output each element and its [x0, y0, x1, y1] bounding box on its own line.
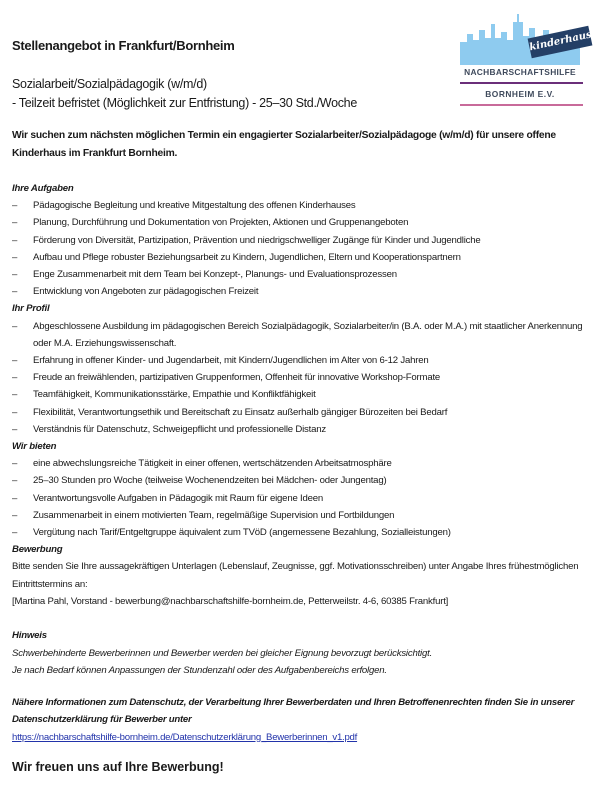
- document-title: Stellenangebot in Frankfurt/Bornheim: [12, 38, 235, 53]
- logo-org-name: NACHBARSCHAFTSHILFE: [464, 67, 576, 77]
- bieten-list: [12, 455, 592, 541]
- profil-list: [12, 318, 592, 438]
- hinweis-line-2: Je nach Bedarf können Anpassungen der Stundenzahl oder des Aufgabenbereichs erfolgen.: [12, 665, 387, 677]
- list-item: – Zusammenarbeit in einem motivierten Team, regelmäßige Supervision und Fortbildungen: [12, 507, 592, 524]
- organization-logo: [455, 10, 593, 105]
- list-item: – Aufbau und Pflege robuster Beziehungsarbeit zu Kindern, Jugendlichen, Eltern und Kooperationspartnern: [12, 249, 592, 266]
- employment-terms: - Teilzeit befristet (Möglichkeit zur Entfristung) - 25–30 Std./Woche: [12, 96, 357, 110]
- intro-paragraph: Wir suchen zum nächsten möglichen Termin ein engagierter Sozialarbeiter/Sozialpädagoge (w/m/d) für unsere offene Kinderhaus im Frankfurt Bornheim.: [12, 130, 556, 159]
- hinweis-line-1: Schwerbehinderte Bewerberinnen und Bewerber werden bei gleicher Eignung bevorzugt berücksichtigt.: [12, 647, 433, 659]
- list-item: – Erfahrung in offener Kinder- und Jugendarbeit, mit Kindern/Jugendlichen im Alter von 6-12 Jahren: [12, 352, 592, 369]
- section-hinweis: [12, 627, 592, 680]
- list-item: – Vergütung nach Tarif/Entgeltgruppe äquivalent zum TVöD (angemessene Bezahlung, Sozialleistungen): [12, 524, 592, 541]
- bewerbung-text: Bitte senden Sie Ihre aussagekräftigen Unterlagen (Lebenslauf, Zeugnisse, ggf. Motivationsschreiben) unter Angabe Ihres frühestmöglichen Eintrittstermins an:: [12, 561, 579, 590]
- privacy-policy-link[interactable]: https://nachbarschaftshilfe-bornheim.de/Datenschutzerklärung_Bewerberinnen_v1.pdf: [12, 731, 358, 743]
- section-bieten: [12, 438, 592, 541]
- list-item: – Freude an freiwählenden, partizipativen Gruppenformen, Offenheit für innovative Workshop-Formate: [12, 369, 592, 386]
- list-item: – Teamfähigkeit, Kommunikationsstärke, Empathie und Konfliktfähigkeit: [12, 386, 592, 403]
- section-heading-bieten: Wir bieten: [12, 441, 57, 453]
- list-item: – Enge Zusammenarbeit mit dem Team bei Konzept-, Planungs- und Evaluationsprozessen: [12, 266, 592, 283]
- list-item: – Verständnis für Datenschutz, Schweigepflicht und professionelle Distanz: [12, 421, 592, 438]
- section-aufgaben: [12, 180, 592, 300]
- document-header: [12, 38, 452, 113]
- section-profil: [12, 300, 592, 438]
- list-item: – 25–30 Stunden pro Woche (teilweise Wochenendzeiten bei Mädchen- oder Jungentag): [12, 472, 592, 489]
- list-item: – Verantwortungsvolle Aufgaben in Pädagogik mit Raum für eigene Ideen: [12, 490, 592, 507]
- bewerbung-contact: [Martina Pahl, Vorstand - bewerbung@nachbarschaftshilfe-bornheim.de, Petterweilstr. 4-6, 60385 Frankfurt]: [12, 595, 449, 607]
- logo-divider-pink: [460, 104, 583, 106]
- section-heading-aufgaben: Ihre Aufgaben: [12, 183, 74, 194]
- list-item: – Pädagogische Begleitung und kreative Mitgestaltung des offenen Kinderhauses: [12, 197, 592, 214]
- section-privacy: [12, 694, 592, 747]
- section-heading-bewerbung: Bewerbung: [12, 544, 63, 556]
- list-item: – Förderung von Diversität, Partizipation, Prävention und niedrigschwelliger Zugänge für Kinder und Jugendliche: [12, 232, 592, 249]
- list-item: – Entwicklung von Angeboten zur pädagogischen Freizeit: [12, 283, 592, 300]
- privacy-text: Nähere Informationen zum Datenschutz, der Verarbeitung Ihrer Bewerberdaten und Ihren Betroffenenrechten finden Sie in unserer Datenschutzerklärung für Bewerber unter: [12, 696, 575, 726]
- list-item: – eine abwechslungsreiche Tätigkeit in einer offenen, wertschätzenden Arbeitsatmosphäre: [12, 455, 592, 472]
- logo-divider-purple: [460, 82, 583, 84]
- list-item: – Abgeschlossene Ausbildung im pädagogischen Bereich Sozialpädagogik, Sozialarbeiter/in (B.A. oder M.A.) mit staatlicher Anerkennung oder M.A. Erziehungswissenschaft.: [12, 318, 592, 352]
- position-title: Sozialarbeit/Sozialpädagogik (w/m/d): [12, 77, 207, 91]
- section-heading-profil: Ihr Profil: [12, 303, 50, 315]
- logo-org-suffix: BORNHEIM E.V.: [485, 89, 555, 99]
- job-posting-document: [12, 0, 592, 796]
- list-item: – Planung, Durchführung und Dokumentation von Projekten, Aktionen und Gruppenangeboten: [12, 214, 592, 231]
- list-item: – Flexibilität, Verantwortungsethik und Bereitschaft zu Einsatz außerhalb gängiger Bürozeiten bei Bedarf: [12, 404, 592, 421]
- section-bewerbung: [12, 541, 592, 610]
- section-heading-hinweis: Hinweis: [12, 630, 47, 642]
- kinderhaus-badge-text: kinderhaus: [528, 29, 593, 54]
- closing-line: Wir freuen uns auf Ihre Bewerbung!: [12, 760, 224, 775]
- aufgaben-list: [12, 197, 592, 300]
